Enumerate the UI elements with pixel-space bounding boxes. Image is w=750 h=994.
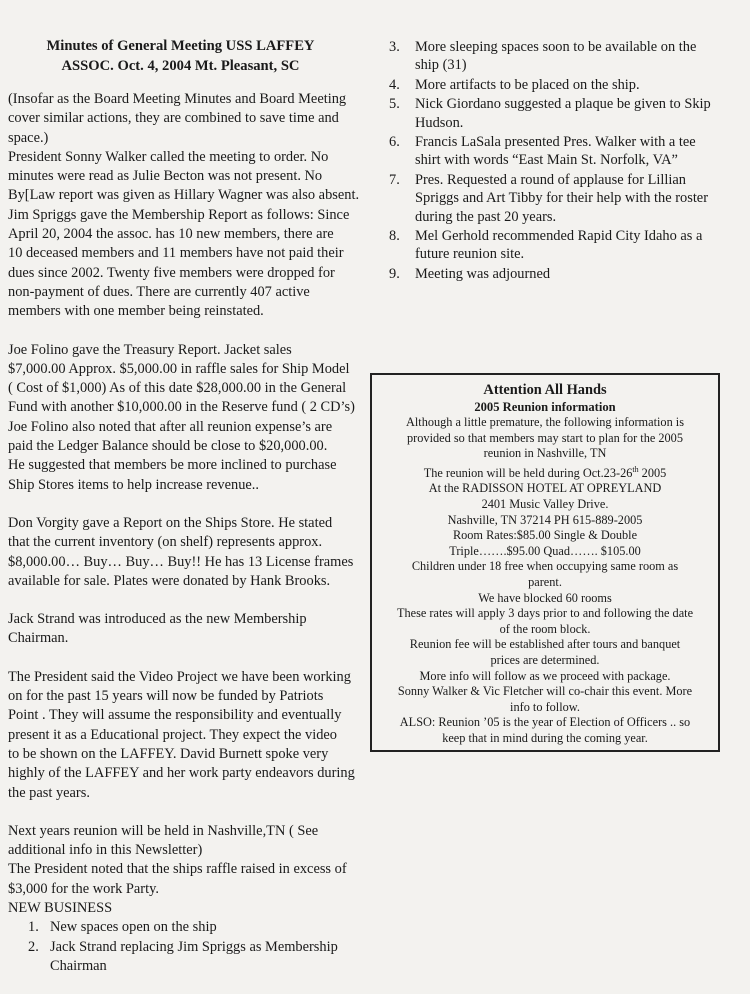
text-line: highly of the LAFFEY and her work party endeavors during bbox=[8, 765, 355, 782]
dates-superscript: th bbox=[632, 464, 639, 474]
box-line: Reunion fee will be established after tours and banquet bbox=[409, 637, 681, 652]
box-line: More info will follow as we proceed with package. bbox=[419, 668, 671, 683]
list-item bbox=[369, 76, 719, 94]
box-line: We have blocked 60 rooms bbox=[478, 590, 612, 605]
text-line: members with one member being reinstated. bbox=[8, 303, 264, 320]
text-line: future reunion site. bbox=[415, 246, 525, 263]
text-line: 10 deceased members and 11 members have not paid their bbox=[8, 245, 344, 262]
text-line: By[Law report was given as Hillary Wagner was also absent. bbox=[8, 187, 360, 204]
list-item bbox=[369, 171, 719, 226]
box-line: provided so that members may start to plan for the 2005 bbox=[407, 430, 683, 445]
text-line: Chairman. bbox=[8, 630, 69, 647]
text-line: dues since 2002. Twenty five members were dropped for bbox=[8, 264, 335, 281]
list-number: 5. bbox=[389, 96, 400, 113]
box-line: ALSO: Reunion ’05 is the year of Election of Officers .. so bbox=[399, 715, 691, 730]
right-column bbox=[369, 38, 719, 284]
new-business-list bbox=[8, 918, 353, 976]
video-project-paragraph bbox=[8, 668, 353, 803]
text-line: Next years reunion will be held in Nashville,TN ( See bbox=[8, 822, 319, 839]
text-line: Jim Spriggs gave the Membership Report as follows: Since bbox=[8, 206, 350, 223]
text-line: that the current inventory (on shelf) represents approx. bbox=[8, 534, 323, 551]
treasury-paragraph bbox=[8, 341, 353, 495]
text-line: Fund with another $10,000.00 in the Reserve fund ( 2 CD’s) bbox=[8, 399, 355, 416]
text-line: (Insofar as the Board Meeting Minutes and Board Meeting bbox=[8, 91, 347, 107]
text-line: available for sale. Plates were donated by Hank Brooks. bbox=[8, 572, 331, 589]
list-number: 6. bbox=[389, 134, 400, 151]
text-line: Jack Strand replacing Jim Spriggs as Membership bbox=[50, 938, 338, 955]
list-item bbox=[369, 95, 719, 132]
text-line: additional info in this Newsletter) bbox=[8, 842, 203, 859]
text-line: New spaces open on the ship bbox=[50, 919, 217, 936]
text-line: ( Cost of $1,000) As of this date $28,000.00 in the General bbox=[8, 380, 347, 397]
text-line: Pres. Requested a round of applause for Lillian bbox=[415, 171, 686, 188]
text-line: More sleeping spaces soon to be available on the bbox=[415, 39, 697, 55]
box-line: of the room block. bbox=[499, 621, 591, 636]
box-line: keep that in mind during the coming year. bbox=[442, 730, 648, 745]
box-line: These rates will apply 3 days prior to and following the date bbox=[396, 606, 694, 621]
text-line: Point . They will assume the responsibility and eventually bbox=[8, 707, 342, 724]
list-item bbox=[369, 227, 719, 264]
box-line: Although a little premature, the following information is bbox=[406, 415, 684, 429]
text-line: to be shown on the LAFFEY. David Burnett spoke very bbox=[8, 745, 329, 762]
text-line: Chairman bbox=[50, 957, 107, 974]
new-business-heading: NEW BUSINESS bbox=[8, 899, 113, 916]
box-line: 2401 Music Valley Drive. bbox=[481, 497, 609, 512]
box-line: info to follow. bbox=[510, 699, 580, 714]
list-number: 7. bbox=[389, 171, 400, 188]
list-number: 1. bbox=[28, 919, 39, 936]
page-title bbox=[8, 36, 353, 76]
reunion-info-box bbox=[370, 373, 720, 752]
list-number: 8. bbox=[389, 228, 400, 245]
ships-store-paragraph bbox=[8, 514, 353, 591]
list-item bbox=[369, 38, 719, 75]
text-line: cover similar actions, they are combined to save time and bbox=[8, 110, 339, 127]
box-line: reunion in Nashville, TN bbox=[483, 446, 607, 461]
next-reunion-paragraph bbox=[8, 822, 353, 899]
box-title: Attention All Hands bbox=[483, 382, 607, 398]
list-item bbox=[369, 133, 719, 170]
text-line: shirt with words “East Main St. Norfolk, VA” bbox=[415, 152, 678, 169]
text-line: ship (31) bbox=[415, 57, 467, 74]
text-line: Jack Strand was introduced as the new Membership bbox=[8, 611, 307, 628]
text-line: April 20, 2004 the assoc. has 10 new members, there are bbox=[8, 226, 334, 243]
intro-paragraph bbox=[8, 90, 353, 148]
text-line: during the past 20 years. bbox=[415, 208, 557, 225]
text-line: He suggested that members be more inclined to purchase bbox=[8, 457, 337, 474]
text-line: $3,000 for the work Party. bbox=[8, 880, 159, 897]
text-line: Mel Gerhold recommended Rapid City Idaho as a bbox=[415, 228, 703, 245]
box-line: Sonny Walker & Vic Fletcher will co-chair this event. More bbox=[397, 684, 693, 699]
text-line: President Sonny Walker called the meeting to order. No bbox=[8, 148, 329, 165]
list-number: 2. bbox=[28, 938, 39, 955]
list-item bbox=[8, 938, 353, 977]
box-line: Nashville, TN 37214 PH 615-889-2005 bbox=[447, 512, 643, 527]
membership-paragraph bbox=[8, 148, 360, 322]
new-business-list-continued bbox=[369, 38, 719, 283]
text-line: Joe Folino also noted that after all reunion expense’s are bbox=[8, 418, 333, 435]
membership-chairman-paragraph bbox=[8, 610, 353, 649]
text-line: The President noted that the ships raffle raised in excess of bbox=[8, 861, 347, 878]
title-line-2: ASSOC. Oct. 4, 2004 Mt. Pleasant, SC bbox=[61, 58, 300, 74]
box-line: At the RADISSON HOTEL AT OPREYLAND bbox=[428, 481, 662, 496]
text-line: the past years. bbox=[8, 784, 90, 801]
title-line-1: Minutes of General Meeting USS LAFFEY bbox=[46, 38, 315, 54]
text-line: non-payment of dues. There are currently 407 active bbox=[8, 283, 310, 300]
text-line: Francis LaSala presented Pres. Walker with a tee bbox=[415, 134, 696, 151]
box-line: Room Rates:$85.00 Single & Double bbox=[452, 528, 638, 543]
list-number: 4. bbox=[389, 76, 400, 93]
list-item bbox=[8, 918, 353, 937]
text-line: Meeting was adjourned bbox=[415, 265, 551, 282]
text-line: $7,000.00 Approx. $5,000.00 in raffle sales for Ship Model bbox=[8, 360, 350, 377]
text-line: paid the Ledger Balance should be close to $20,000.00. bbox=[8, 438, 328, 455]
box-line: parent. bbox=[528, 575, 562, 590]
text-line: $8,000.00… Buy… Buy… Buy!! He has 13 License frames bbox=[8, 553, 354, 570]
text-line: Don Vorgity gave a Report on the Ships Store. He stated bbox=[8, 514, 333, 531]
box-line: prices are determined. bbox=[490, 653, 600, 667]
text-line: The President said the Video Project we have been working bbox=[8, 668, 351, 685]
box-line: Children under 18 free when occupying same room as bbox=[411, 559, 679, 574]
box-subtitle: 2005 Reunion information bbox=[474, 400, 616, 414]
text-line: minutes were read as Julie Becton was not present. No bbox=[8, 168, 323, 185]
list-number: 3. bbox=[389, 39, 400, 55]
dates-year: 2005 bbox=[638, 465, 667, 480]
list-number: 9. bbox=[389, 265, 400, 282]
text-line: Spriggs and Art Tibby for their help with the roster bbox=[415, 190, 708, 207]
text-line: Nick Giordano suggested a plaque be given to Skip bbox=[415, 96, 711, 113]
text-line: present it as a Educational project. They expect the video bbox=[8, 726, 337, 743]
text-line: Joe Folino gave the Treasury Report. Jacket sales bbox=[8, 341, 292, 358]
text-line: space.) bbox=[8, 129, 49, 146]
text-line: Ship Stores items to help increase revenue.. bbox=[8, 476, 259, 493]
text-line: Hudson. bbox=[415, 114, 464, 131]
reunion-dates bbox=[378, 462, 712, 482]
list-item bbox=[369, 265, 719, 283]
text-line: More artifacts to be placed on the ship. bbox=[415, 76, 640, 93]
dates-text: The reunion will be held during Oct.23-26 bbox=[423, 465, 633, 480]
left-column bbox=[8, 36, 360, 976]
text-line: on for the past 15 years will now be funded by Patriots bbox=[8, 688, 324, 705]
box-line: Triple…….$95.00 Quad……. $105.00 bbox=[449, 543, 641, 558]
